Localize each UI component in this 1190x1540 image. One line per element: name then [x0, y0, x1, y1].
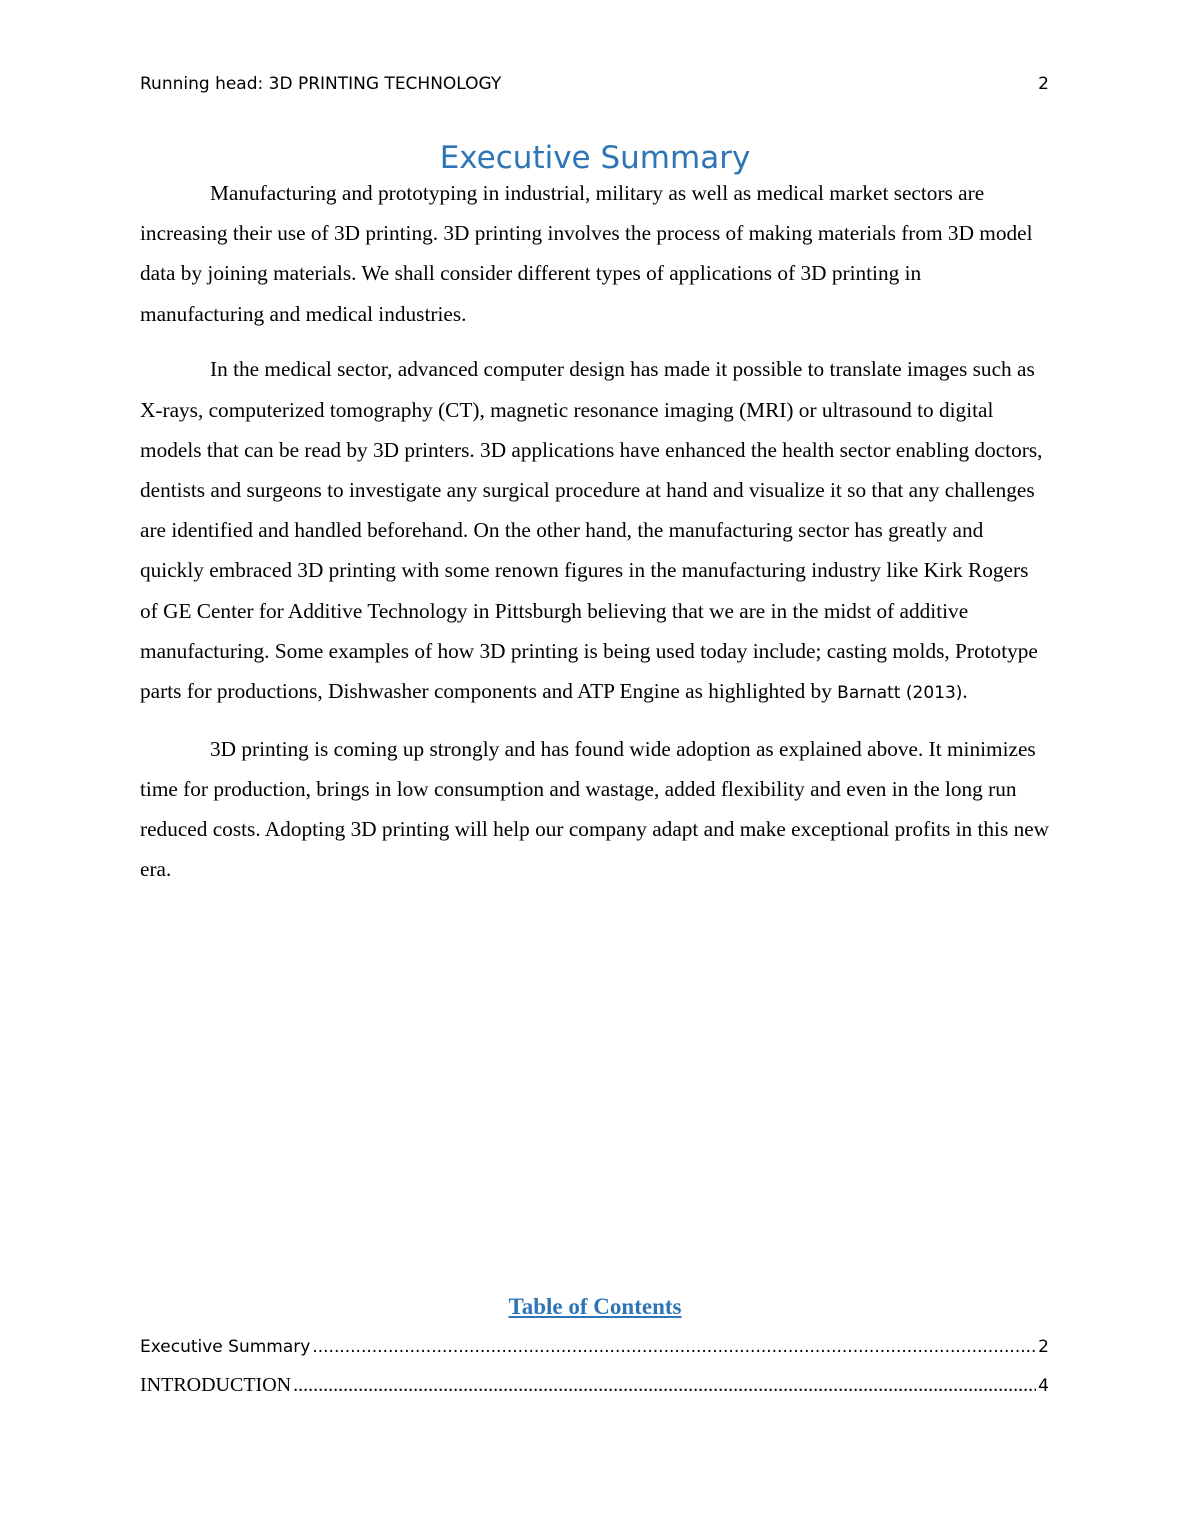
toc-entry-page[interactable]: 4 [1038, 1376, 1049, 1396]
toc-entry-label[interactable]: INTRODUCTION [140, 1374, 292, 1396]
toc-entry[interactable] [140, 1372, 1049, 1398]
paragraph-2-text: In the medical sector, advanced computer design has made it possible to translate images such as X-rays, computerized tomography (CT), magnetic resonance imaging (MRI) or ultrasound to digital models that can be read by 3D printers. 3D applications have enhanced the health sector enabling doctors, dentists and surgeons to investigate any surgical procedure at hand and visualize it so that any challenges are identified and handled beforehand. On the other hand, the manufacturing sector has greatly and quickly embraced 3D printing with some renown figures in the manufacturing industry like Kirk Rogers of GE Center for Additive Technology in Pittsburgh believing that we are in the midst of additive manufacturing. Some examples of how 3D printing is being used today include; casting molds, Prototype parts for productions, Dishwasher components and ATP Engine as highlighted by [140, 357, 1043, 703]
section-title: Executive Summary [439, 140, 751, 176]
page-number: 2 [1038, 74, 1049, 94]
toc-leader-dots [312, 1334, 1036, 1360]
page-header [140, 72, 1049, 96]
paragraph-2 [140, 349, 1050, 713]
toc-entry-label[interactable]: Executive Summary [140, 1337, 311, 1357]
toc-entry-page[interactable]: 2 [1038, 1337, 1049, 1357]
running-head: Running head: 3D PRINTING TECHNOLOGY [140, 74, 502, 94]
toc-heading[interactable]: Table of Contents [508, 1294, 682, 1319]
citation: Barnatt (2013) [837, 682, 963, 703]
paragraph-1: Manufacturing and prototyping in industrial, military as well as medical market sectors are increasing their use of 3D printing. 3D printing involves the process of making materials from 3D model data by joining materials. We shall consider different types of applications of 3D printing in manufacturing and medical industries. [140, 181, 1033, 326]
toc-leader-dots [293, 1372, 1036, 1398]
toc-entry[interactable] [140, 1334, 1049, 1360]
executive-summary-body [140, 173, 1050, 905]
paragraph-2-end: . [962, 678, 968, 703]
paragraph-3: 3D printing is coming up strongly and has found wide adoption as explained above. It minimizes time for production, brings in low consumption and wastage, added flexibility and even in the long run reduced costs. Adopting 3D printing will help our company adapt and make exceptional profits in this new era. [140, 736, 1050, 882]
